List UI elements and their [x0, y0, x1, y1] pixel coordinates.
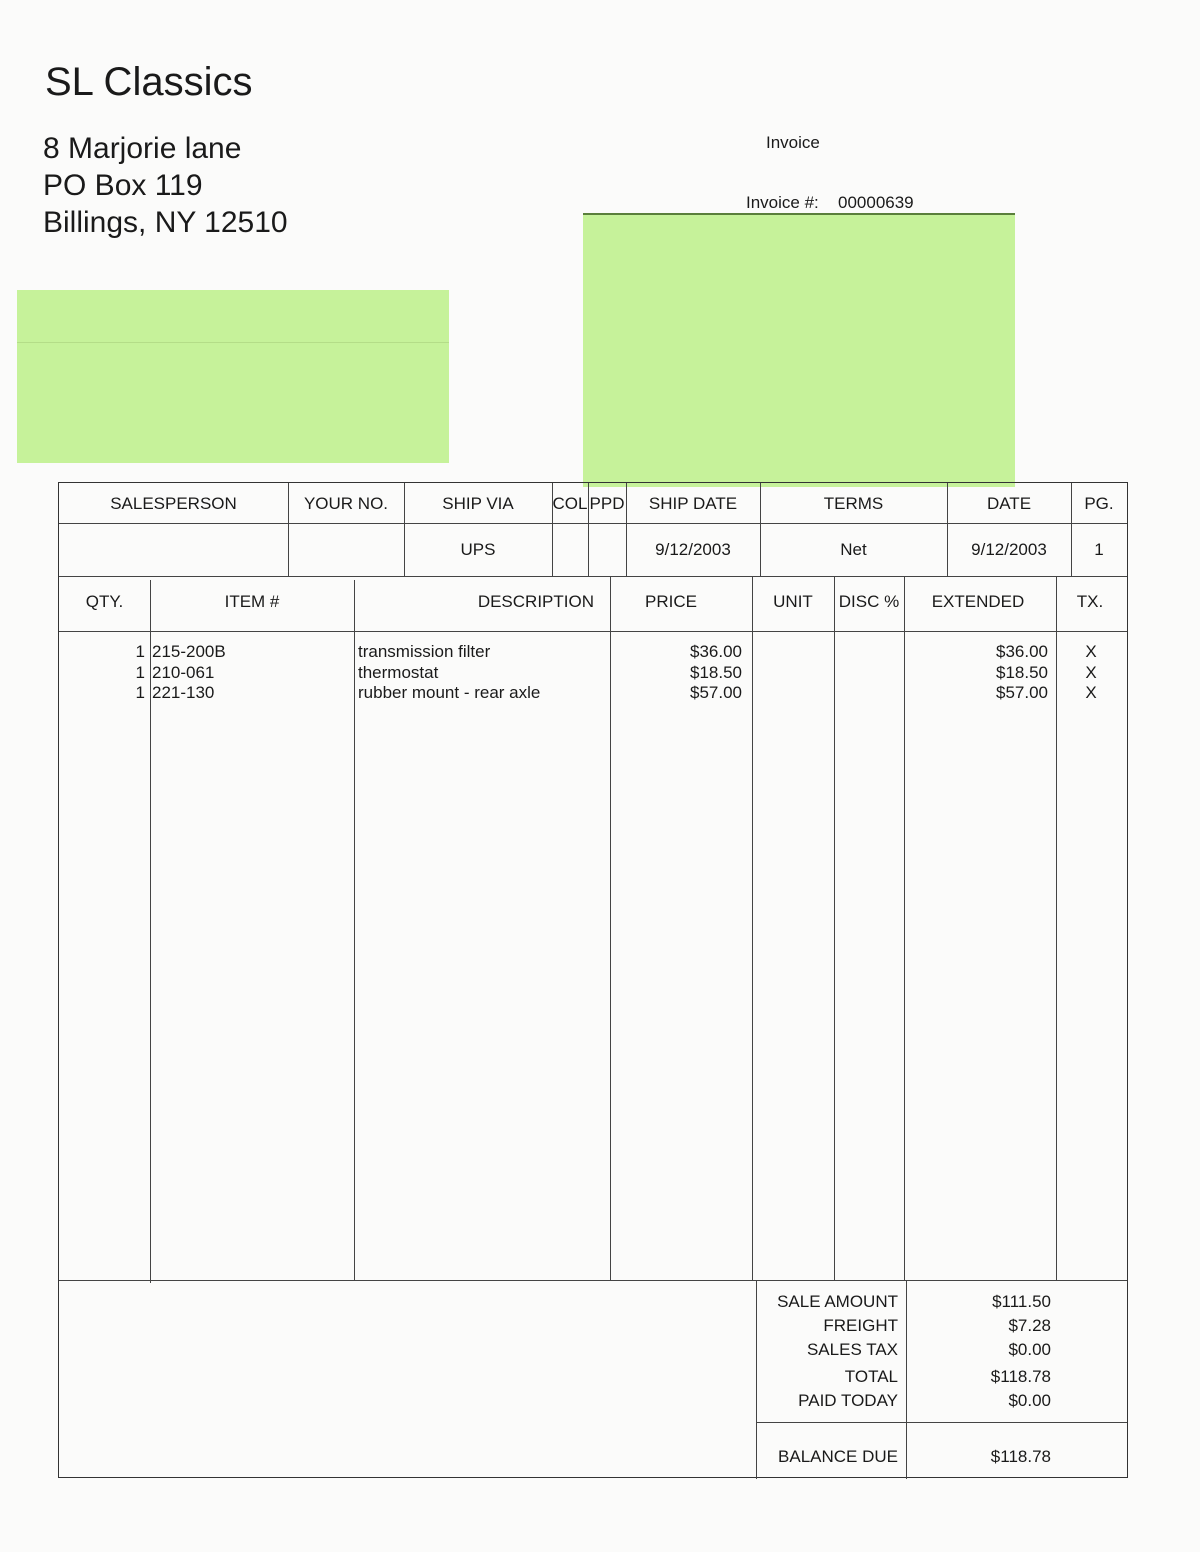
value-terms: Net: [840, 540, 867, 559]
redaction-sticky-note-left: [17, 290, 449, 463]
sales-tax-label: SALES TAX: [806, 1340, 898, 1359]
sales-tax-value: $0.00: [1008, 1340, 1051, 1359]
sale-amount-value: $111.50: [992, 1292, 1051, 1311]
col-terms: TERMS: [823, 494, 884, 513]
row-3-description: rubber mount - rear axle: [358, 683, 541, 702]
invoice-number: 00000639: [838, 193, 914, 212]
col-description: DESCRIPTION: [477, 592, 594, 611]
row-2-item: 210-061: [152, 663, 215, 682]
col-col: COL: [552, 494, 588, 513]
address-line-3: Billings, NY 12510: [43, 206, 288, 239]
row-1-extended: $36.00: [996, 642, 1048, 661]
balance-due-value: $118.78: [990, 1447, 1051, 1466]
col-disc: DISC %: [838, 592, 900, 611]
company-name: SL Classics: [45, 60, 253, 104]
row-2-price: $18.50: [690, 663, 742, 682]
col-unit: UNIT: [773, 592, 813, 611]
col-tx: TX.: [1076, 592, 1104, 611]
value-date: 9/12/2003: [971, 540, 1047, 559]
col-qty: QTY.: [85, 592, 124, 611]
invoice-title: Invoice: [766, 133, 820, 152]
invoice-number-label: Invoice #:: [746, 193, 819, 212]
row-2-tx: X: [1085, 663, 1097, 682]
col-salesperson: SALESPERSON: [110, 494, 237, 513]
paid-today-label: PAID TODAY: [798, 1391, 898, 1410]
row-2-extended: $18.50: [996, 663, 1048, 682]
col-price: PRICE: [645, 592, 697, 611]
col-pg: PG.: [1084, 494, 1114, 513]
row-1-description: transmission filter: [358, 642, 491, 661]
value-pg: 1: [1094, 540, 1104, 559]
row-2-qty: 1: [135, 663, 145, 682]
redaction-sticky-note-right: [583, 213, 1015, 487]
col-ship-date: SHIP DATE: [648, 494, 738, 513]
col-your-no: YOUR NO.: [303, 494, 389, 513]
balance-due-label: BALANCE DUE: [778, 1447, 898, 1466]
col-item-number: ITEM #: [224, 592, 280, 611]
col-ship-via: SHIP VIA: [442, 494, 514, 513]
row-1-item: 215-200B: [152, 642, 226, 661]
row-1-qty: 1: [135, 642, 145, 661]
row-3-item: 221-130: [152, 683, 215, 702]
row-3-price: $57.00: [690, 683, 742, 702]
value-ship-date: 9/12/2003: [655, 540, 731, 559]
invoice-table-frame: [58, 482, 1128, 1478]
address-line-2: PO Box 119: [43, 169, 203, 202]
paid-today-value: $0.00: [1008, 1391, 1051, 1410]
col-date: DATE: [986, 494, 1032, 513]
row-3-extended: $57.00: [996, 683, 1048, 702]
row-3-tx: X: [1085, 683, 1097, 702]
row-1-price: $36.00: [690, 642, 742, 661]
col-ppd: PPD: [589, 494, 625, 513]
total-value: $118.78: [990, 1367, 1051, 1386]
row-1-tx: X: [1085, 642, 1097, 661]
row-2-description: thermostat: [358, 663, 439, 682]
value-ship-via: UPS: [460, 540, 496, 559]
col-extended: EXTENDED: [931, 592, 1025, 611]
freight-label: FREIGHT: [823, 1316, 898, 1335]
row-3-qty: 1: [135, 683, 145, 702]
address-line-1: 8 Marjorie lane: [43, 132, 242, 165]
total-label: TOTAL: [844, 1367, 898, 1386]
freight-value: $7.28: [1008, 1316, 1051, 1335]
sale-amount-label: SALE AMOUNT: [777, 1292, 898, 1311]
